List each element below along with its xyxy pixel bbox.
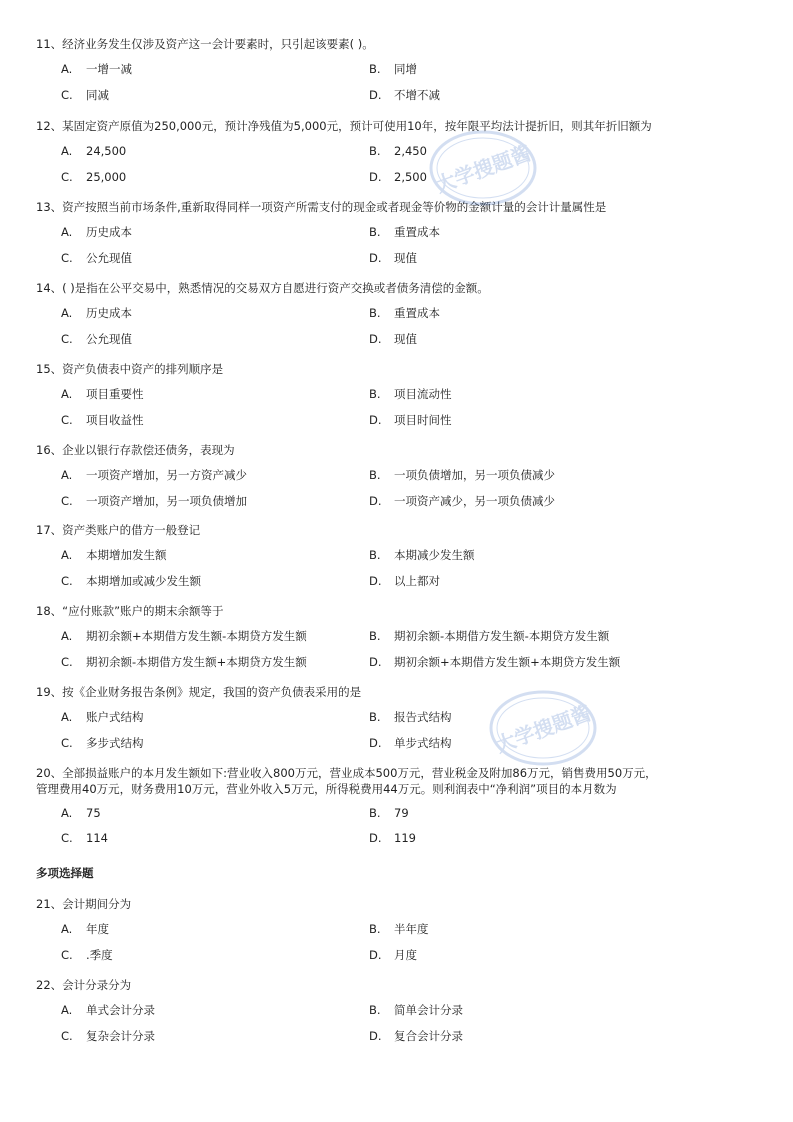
watermark-stamp	[428, 128, 538, 208]
option-b: B. 报告式结构	[369, 710, 452, 724]
option-a: A. 一项资产增加，另一方资产减少	[61, 468, 247, 482]
option-b: B. 79	[369, 806, 409, 820]
option-d: D. 不增不减	[369, 88, 440, 102]
question-21	[36, 896, 766, 962]
question-17	[36, 522, 766, 588]
option-b: B. 本期减少发生额	[369, 548, 475, 562]
svg-text:大学搜题酱: 大学搜题酱	[492, 700, 595, 758]
question-stem: 12、某固定资产原值为250,000元，预计净残值为5,000元，预计可使用10年，按年限平均法计提折旧，则其年折旧额为	[36, 119, 652, 133]
option-b: B. 同增	[369, 62, 417, 76]
option-c: C. 一项资产增加，另一项负债增加	[61, 494, 247, 508]
option-d: D. 复合会计分录	[369, 1029, 463, 1043]
option-a: A. 一增一减	[61, 62, 132, 76]
question-stem: 16、企业以银行存款偿还债务，表现为	[36, 443, 235, 457]
watermark-stamp	[488, 688, 598, 768]
option-a: A. 历史成本	[61, 225, 132, 239]
option-b: B. 项目流动性	[369, 387, 452, 401]
option-a: A. 历史成本	[61, 306, 132, 320]
question-stem: 19、按《企业财务报告条例》规定，我国的资产负债表采用的是	[36, 685, 362, 699]
option-a: A. 本期增加发生额	[61, 548, 167, 562]
option-c: C. 本期增加或减少发生额	[61, 574, 201, 588]
question-16	[36, 442, 766, 508]
option-b: B. 重置成本	[369, 225, 440, 239]
option-a: A. 75	[61, 806, 101, 820]
question-stem: 11、经济业务发生仅涉及资产这一会计要素时，只引起该要素( )。	[36, 37, 374, 51]
option-c: C. .季度	[61, 948, 113, 962]
option-d: D. 2,500	[369, 170, 427, 184]
section-heading-multiple-choice: 多项选择题	[36, 866, 94, 880]
option-c: C. 公允现值	[61, 332, 132, 346]
svg-text:大学搜题酱: 大学搜题酱	[432, 140, 535, 198]
option-a: A. 项目重要性	[61, 387, 144, 401]
question-stem: 17、资产类账户的借方一般登记	[36, 523, 201, 537]
option-a: A. 期初余额+本期借方发生额-本期贷方发生额	[61, 629, 307, 643]
question-15	[36, 361, 766, 427]
option-d: D. 现值	[369, 251, 417, 265]
question-stem: 18、“应付账款”账户的期末余额等于	[36, 604, 224, 618]
option-d: D. 月度	[369, 948, 417, 962]
option-c: C. 公允现值	[61, 251, 132, 265]
option-b: B. 期初余额-本期借方发生额-本期贷方发生额	[369, 629, 610, 643]
option-d: D. 119	[369, 831, 416, 845]
option-b: B. 简单会计分录	[369, 1003, 463, 1017]
option-c: C. 期初余额-本期借方发生额+本期贷方发生额	[61, 655, 307, 669]
option-b: B. 重置成本	[369, 306, 440, 320]
option-d: D. 现值	[369, 332, 417, 346]
option-d: D. 期初余额+本期借方发生额+本期贷方发生额	[369, 655, 621, 669]
question-20	[36, 765, 766, 845]
option-d: D. 项目时间性	[369, 413, 452, 427]
option-b: B. 一项负债增加，另一项负债减少	[369, 468, 555, 482]
question-stem: 15、资产负债表中资产的排列顺序是	[36, 362, 224, 376]
option-a: A. 年度	[61, 922, 109, 936]
option-b: B. 半年度	[369, 922, 429, 936]
option-c: C. 25,000	[61, 170, 127, 184]
question-stem: 14、( )是指在公平交易中，熟悉情况的交易双方自愿进行资产交换或者债务清偿的金额。	[36, 281, 489, 295]
question-22	[36, 977, 766, 1043]
question-11	[36, 36, 766, 102]
option-c: C. 项目收益性	[61, 413, 144, 427]
option-a: A. 账户式结构	[61, 710, 144, 724]
question-stem: 13、资产按照当前市场条件,重新取得同样一项资产所需支付的现金或者现金等价物的金额计量的会计计量属性是	[36, 200, 607, 214]
question-stem: 22、会计分录分为	[36, 978, 132, 992]
option-c: C. 复杂会计分录	[61, 1029, 155, 1043]
option-d: D. 一项资产减少，另一项负债减少	[369, 494, 555, 508]
question-18	[36, 603, 766, 669]
option-c: C. 同减	[61, 88, 109, 102]
question-stem: 21、会计期间分为	[36, 897, 132, 911]
question-13	[36, 199, 766, 265]
option-c: C. 多步式结构	[61, 736, 144, 750]
option-d: D. 单步式结构	[369, 736, 452, 750]
question-stem: 20、全部损益账户的本月发生额如下:营业收入800万元，营业成本500万元，营业税金及附加86万元，销售费用50万元， 管理费用40万元，财务费用10万元，营业外收入5万元，所得税费用44万元。则利润表中“净利润”项目的本月数为	[36, 766, 657, 796]
option-c: C. 114	[61, 831, 108, 845]
option-d: D. 以上都对	[369, 574, 440, 588]
option-b: B. 2,450	[369, 144, 427, 158]
question-14	[36, 280, 766, 346]
option-a: A. 单式会计分录	[61, 1003, 155, 1017]
option-a: A. 24,500	[61, 144, 127, 158]
